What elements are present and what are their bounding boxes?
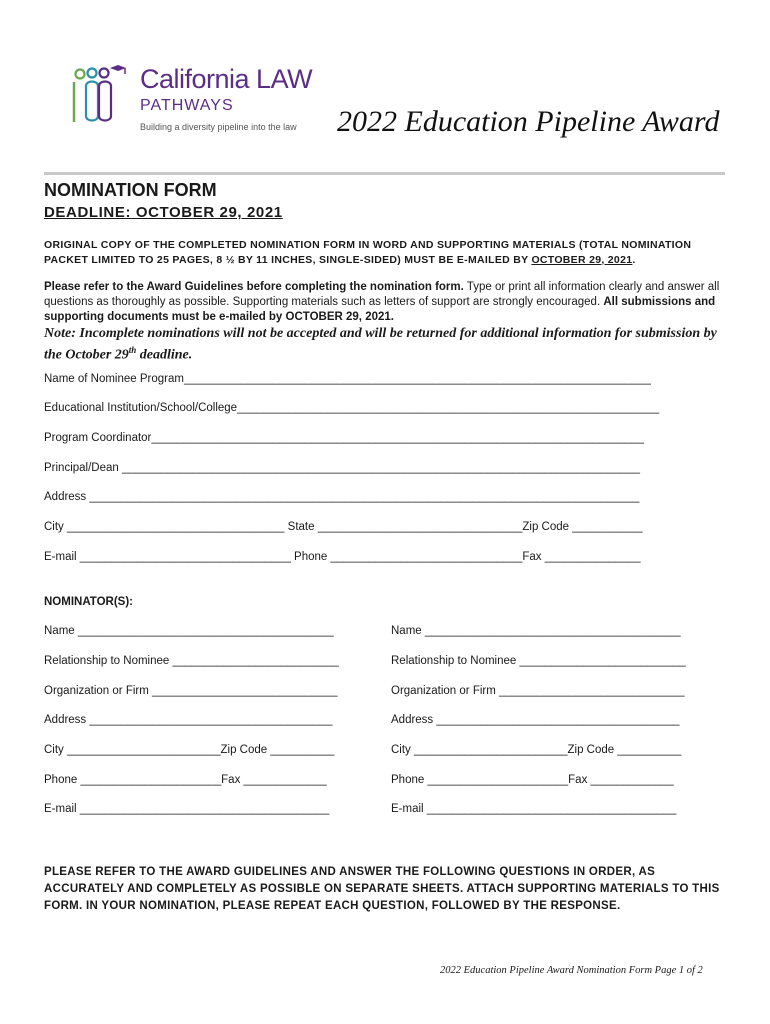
submission-end: .	[632, 253, 636, 266]
address-field[interactable]: Address ______________________________________________________________________________________	[44, 491, 640, 503]
submission-instructions	[44, 238, 734, 267]
note-superscript: th	[128, 345, 137, 355]
nominator1-organization-field[interactable]: Organization or Firm _____________________________	[44, 685, 338, 697]
program-coordinator-field[interactable]: Program Coordinator_____________________________________________________________________________	[44, 432, 644, 444]
nominator1-email-field[interactable]: E-mail _______________________________________	[44, 803, 330, 815]
nominator2-name-field[interactable]: Name ________________________________________	[391, 625, 681, 637]
submission-text: ORIGINAL COPY OF THE COMPLETED NOMINATION FORM IN WORD AND SUPPORTING MATERIALS (TOTAL NOMINATION PACKET LIMITED TO 25 PAGES, 8 ½ BY 11 INCHES, SINGLE-SIDED) MUST BE E-MAILED BY	[44, 239, 692, 266]
submission-date: OCTOBER 29, 2021	[531, 253, 633, 266]
nominator2-city-zip-field[interactable]: City ________________________Zip Code __________	[391, 744, 682, 756]
award-title: 2022 Education Pipeline Award	[337, 105, 720, 138]
deadline: DEADLINE: OCTOBER 29, 2021	[44, 204, 283, 221]
header-divider	[44, 172, 725, 175]
principal-dean-field[interactable]: Principal/Dean _________________________________________________________________________________	[44, 462, 641, 474]
nominator1-city-zip-field[interactable]: City ________________________Zip Code __________	[44, 744, 335, 756]
page-footer: 2022 Education Pipeline Award Nomination Form Page 1 of 2	[440, 965, 703, 976]
logo-tagline: Building a diversity pipeline into the law	[140, 122, 297, 132]
guidelines-bold: Please refer to the Award Guidelines before completing the nomination form.	[44, 281, 464, 293]
institution-field[interactable]: Educational Institution/School/College__________________________________________________________________	[44, 402, 660, 414]
guidelines-paragraph	[44, 280, 734, 325]
nominator1-address-field[interactable]: Address ______________________________________	[44, 714, 333, 726]
nominators-heading: NOMINATOR(S):	[44, 596, 134, 608]
logo-subtitle: PATHWAYS	[140, 97, 234, 114]
guidelines-deadline: All submissions and supporting documents must be e-mailed by OCTOBER 29, 2021.	[44, 296, 716, 323]
nominee-program-field[interactable]: Name of Nominee Program_________________________________________________________________________	[44, 373, 651, 385]
note-text: Note: Incomplete nominations will not be accepted and will be returned for additional information for submission by the October 29	[44, 326, 717, 363]
guidelines-text: Type or print all information clearly and answer all questions as thoroughly as possible. Supporting materials such as letters of support are strongly encouraged.	[44, 281, 720, 308]
nominator1-phone-fax-field[interactable]: Phone ______________________Fax _____________	[44, 774, 327, 786]
email-phone-fax-field[interactable]: E-mail _________________________________ Phone ______________________________Fax _______________	[44, 551, 641, 563]
incomplete-note	[44, 325, 734, 364]
nominator2-relationship-field[interactable]: Relationship to Nominee __________________________	[391, 655, 686, 667]
nominator2-phone-fax-field[interactable]: Phone ______________________Fax _____________	[391, 774, 674, 786]
nominator1-name-field[interactable]: Name ________________________________________	[44, 625, 334, 637]
logo-name: California LAW	[140, 64, 313, 94]
nominator1-relationship-field[interactable]: Relationship to Nominee __________________________	[44, 655, 339, 667]
nominator2-email-field[interactable]: E-mail _______________________________________	[391, 803, 677, 815]
nominator2-address-field[interactable]: Address ______________________________________	[391, 714, 680, 726]
city-state-zip-field[interactable]: City __________________________________ State ________________________________Zip Code ___________	[44, 521, 643, 533]
nominator2-organization-field[interactable]: Organization or Firm _____________________________	[391, 685, 685, 697]
note-end: deadline.	[136, 347, 193, 363]
form-title: NOMINATION FORM	[44, 180, 217, 200]
closing-instructions: PLEASE REFER TO THE AWARD GUIDELINES AND ANSWER THE FOLLOWING QUESTIONS IN ORDER, AS ACCURATELY AND COMPLETELY AS POSSIBLE ON SEPARATE SHEETS. ATTACH SUPPORTING MATERIALS TO THIS FORM. IN YOUR NOMINATION, PLEASE REPEAT EACH QUESTION, FOLLOWED BY THE RESPONSE.	[44, 866, 720, 912]
california-law-pathways-logo	[68, 64, 138, 134]
